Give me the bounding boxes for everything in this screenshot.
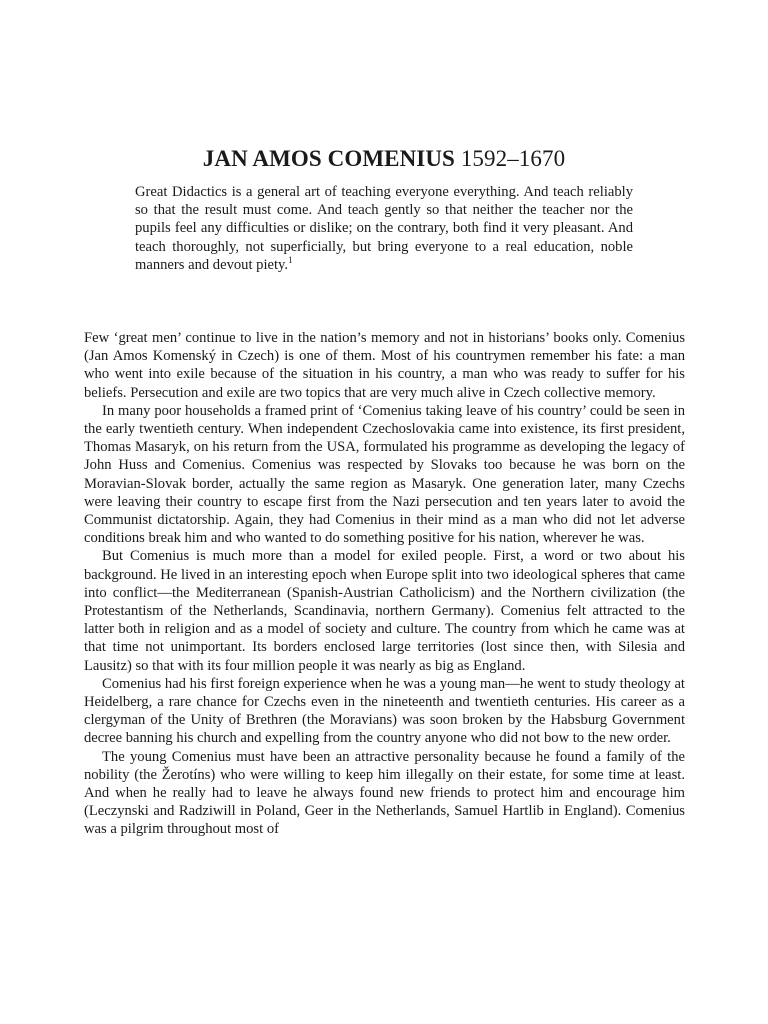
page-title (0, 145, 768, 173)
title-years: 1592–1670 (460, 146, 566, 171)
title-name: JAN AMOS COMENIUS (202, 146, 455, 171)
epigraph-text: Great Didactics is a general art of teaching everyone everything. And teach reliably so that the result must come. And teach gently so that neither the teacher nor the pupils feel any difficulties or dislike; on the contrary, both find it very pleasant. And teach thoroughly, not superficially, but bring everyone to a real education, noble manners and devout piety. (135, 184, 633, 273)
paragraph: In many poor households a framed print of ‘Comenius taking leave of his country’ could be seen in the early twentieth century. When independent Czechoslovakia came into existence, its first president, Thomas Masaryk, on his return from the USA, formulated his programme as developing the legacy of John Huss and Comenius. Comenius was respected by Slovaks too because he was born on the Moravian-Slovak border, actually the same region as Masaryk. One generation later, many Czechs were leaving their country to escape first from the Nazi persecution and ten years later to avoid the Communist dictatorship. Again, they had Comenius in their mind as a man who did not let adverse conditions break him and who wanted to do something positive for his nation, wherever he was. (84, 402, 685, 547)
body-text (84, 329, 685, 839)
paragraph: The young Comenius must have been an attractive personality because he found a family of the nobility (the Žerotíns) who were willing to keep him illegally on their estate, for some time at least. And when he really had to leave he always found new friends to protect him and encourage him (Leczynski and Radziwill in Poland, Geer in the Netherlands, Samuel Hartlib in England). Comenius was a pilgrim throughout most of (84, 748, 685, 838)
epigraph-quote (135, 183, 633, 274)
paragraph: Few ‘great men’ continue to live in the nation’s memory and not in historians’ books only. Comenius (Jan Amos Komenský in Czech) is one of them. Most of his countrymen remember his fate: a man who went into exile because of the situation in his country, a man who was ready to suffer for his beliefs. Persecution and exile are two topics that are very much alive in Czech collective memory. (84, 330, 685, 401)
paragraph: Comenius had his first foreign experience when he was a young man—he went to study theology at Heidelberg, a rare chance for Czechs even in the nineteenth and twentieth centuries. His career as a clergyman of the Unity of Brethren (the Moravians) was soon broken by the Habsburg Government decree banning his church and expelling from the country anyone who did not bow to the new order. (84, 675, 685, 747)
paragraph: But Comenius is much more than a model for exiled people. First, a word or two about his background. He lived in an interesting epoch when Europe split into two ideological spheres that came into conflict—the Mediterranean (Spanish-Austrian Catholicism) and the Northern civilization (the Protestantism of the Netherlands, Scandinavia, northern Germany). Comenius felt attracted to the latter both in religion and as a model of society and culture. The country from which he came was at that time not unimportant. Its borders enclosed large territories (lost since then, with Silesia and Lausitz) so that with its four million people it was nearly as big as England. (84, 548, 685, 674)
footnote-marker[interactable]: 1 (288, 254, 293, 265)
